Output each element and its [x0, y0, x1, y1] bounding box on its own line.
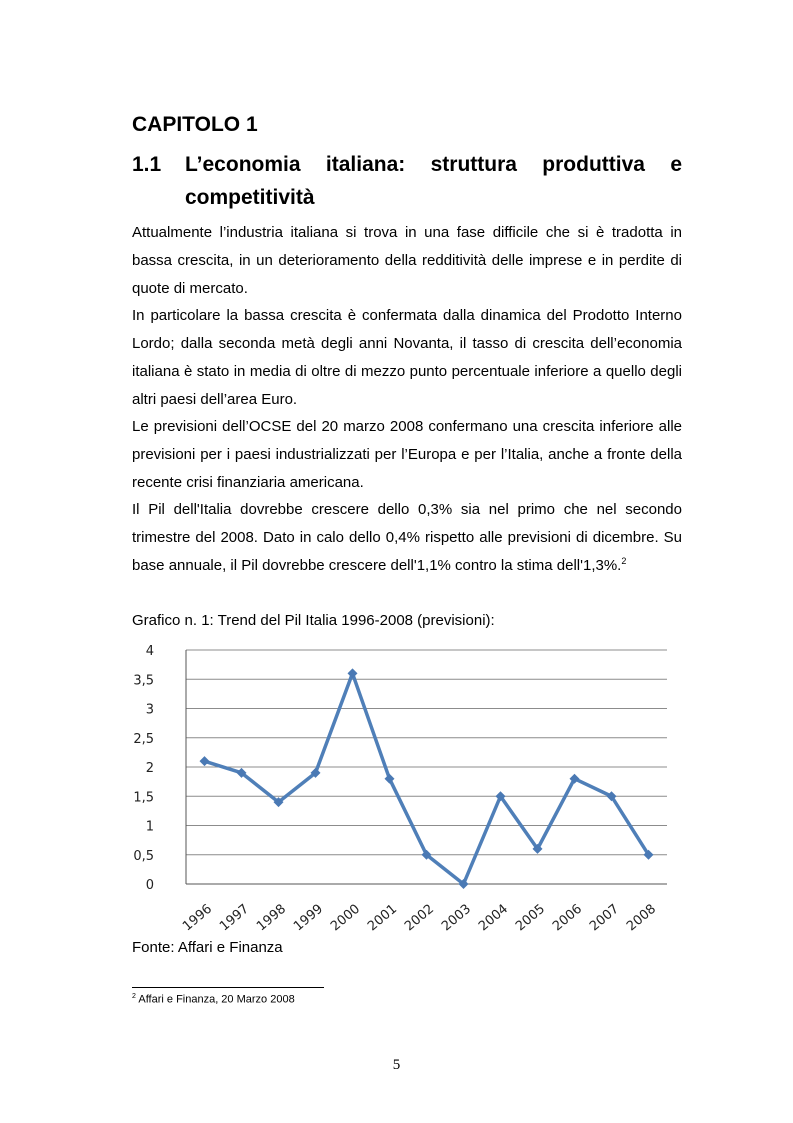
chart-source: Fonte: Affari e Finanza — [132, 939, 283, 956]
paragraph-2: In particolare la bassa crescita è confermata dalla dinamica del Prodotto Interno Lordo; dalla seconda metà degli anni Novanta, il tasso di crescita dell’economia italiana è stato in media di oltre di mezzo punto percentuale inferiore a quello degli altri paesi dell’area Euro. — [132, 307, 682, 408]
x-tick-label: 1999 — [291, 901, 327, 935]
section-title-line-2: competitività — [185, 186, 315, 209]
footnote-number: 2 — [132, 993, 136, 1000]
paragraph-4 — [132, 496, 682, 580]
chapter-title: CAPITOLO 1 — [132, 113, 258, 136]
x-tick-label: 1997 — [217, 901, 253, 935]
data-point — [348, 668, 358, 678]
data-point — [200, 756, 210, 766]
y-tick-label: 0,5 — [133, 848, 154, 864]
paragraph-4-text: Il Pil dell'Italia dovrebbe crescere dello 0,3% sia nel primo che nel secondo trimestre del 2008. Dato in calo dello 0,4% rispetto alle previsioni di dicembre. Su base annuale, il Pil dovrebbe crescere dell'1,1% contro la stima dell'1,3%. — [132, 501, 682, 574]
x-tick-label: 2004 — [476, 901, 512, 935]
footnote-text: Affari e Finanza, 20 Marzo 2008 — [138, 993, 295, 1006]
y-tick-label: 2 — [145, 761, 154, 776]
x-tick-label: 2006 — [550, 901, 586, 935]
x-tick-label: 2002 — [402, 901, 438, 935]
x-tick-label: 1998 — [254, 901, 290, 935]
x-tick-label: 2003 — [439, 901, 475, 935]
section-title-line-1: L’economia italiana: struttura produttiva e — [185, 153, 682, 176]
y-tick-label: 0 — [145, 878, 154, 893]
section-number: 1.1 — [132, 153, 162, 176]
page-number: 5 — [392, 1057, 401, 1073]
x-tick-label: 2007 — [587, 901, 623, 935]
footnote-reference: 2 — [621, 556, 627, 566]
y-tick-label: 3,5 — [133, 673, 154, 689]
y-tick-label: 2,5 — [133, 731, 154, 747]
x-tick-label: 2000 — [328, 901, 364, 935]
footnote-separator — [132, 987, 324, 988]
y-tick-label: 3 — [145, 702, 154, 718]
y-tick-label: 1 — [145, 819, 154, 835]
x-tick-label: 2001 — [365, 901, 401, 935]
x-tick-label: 2005 — [513, 901, 549, 935]
x-tick-label: 2008 — [624, 901, 660, 935]
x-tick-label: 1996 — [180, 901, 216, 935]
y-tick-label: 4 — [145, 644, 154, 659]
gdp-trend-line-chart — [132, 640, 672, 940]
chart-caption: Grafico n. 1: Trend del Pil Italia 1996-2008 (previsioni): — [132, 612, 495, 629]
paragraph-3: Le previsioni dell’OCSE del 20 marzo 2008 confermano una crescita inferiore alle previsioni per i paesi industrializzati per l’Europa e per l’Italia, anche a fronte della recente crisi finanziaria americana. — [132, 418, 682, 491]
footnote — [132, 993, 295, 1006]
paragraph-1: Attualmente l’industria italiana si trova in una fase difficile che si è tradotta in bassa crescita, in un deterioramento della redditività delle imprese e in perdite di quote di mercato. — [132, 224, 682, 297]
y-tick-label: 1,5 — [133, 790, 154, 806]
